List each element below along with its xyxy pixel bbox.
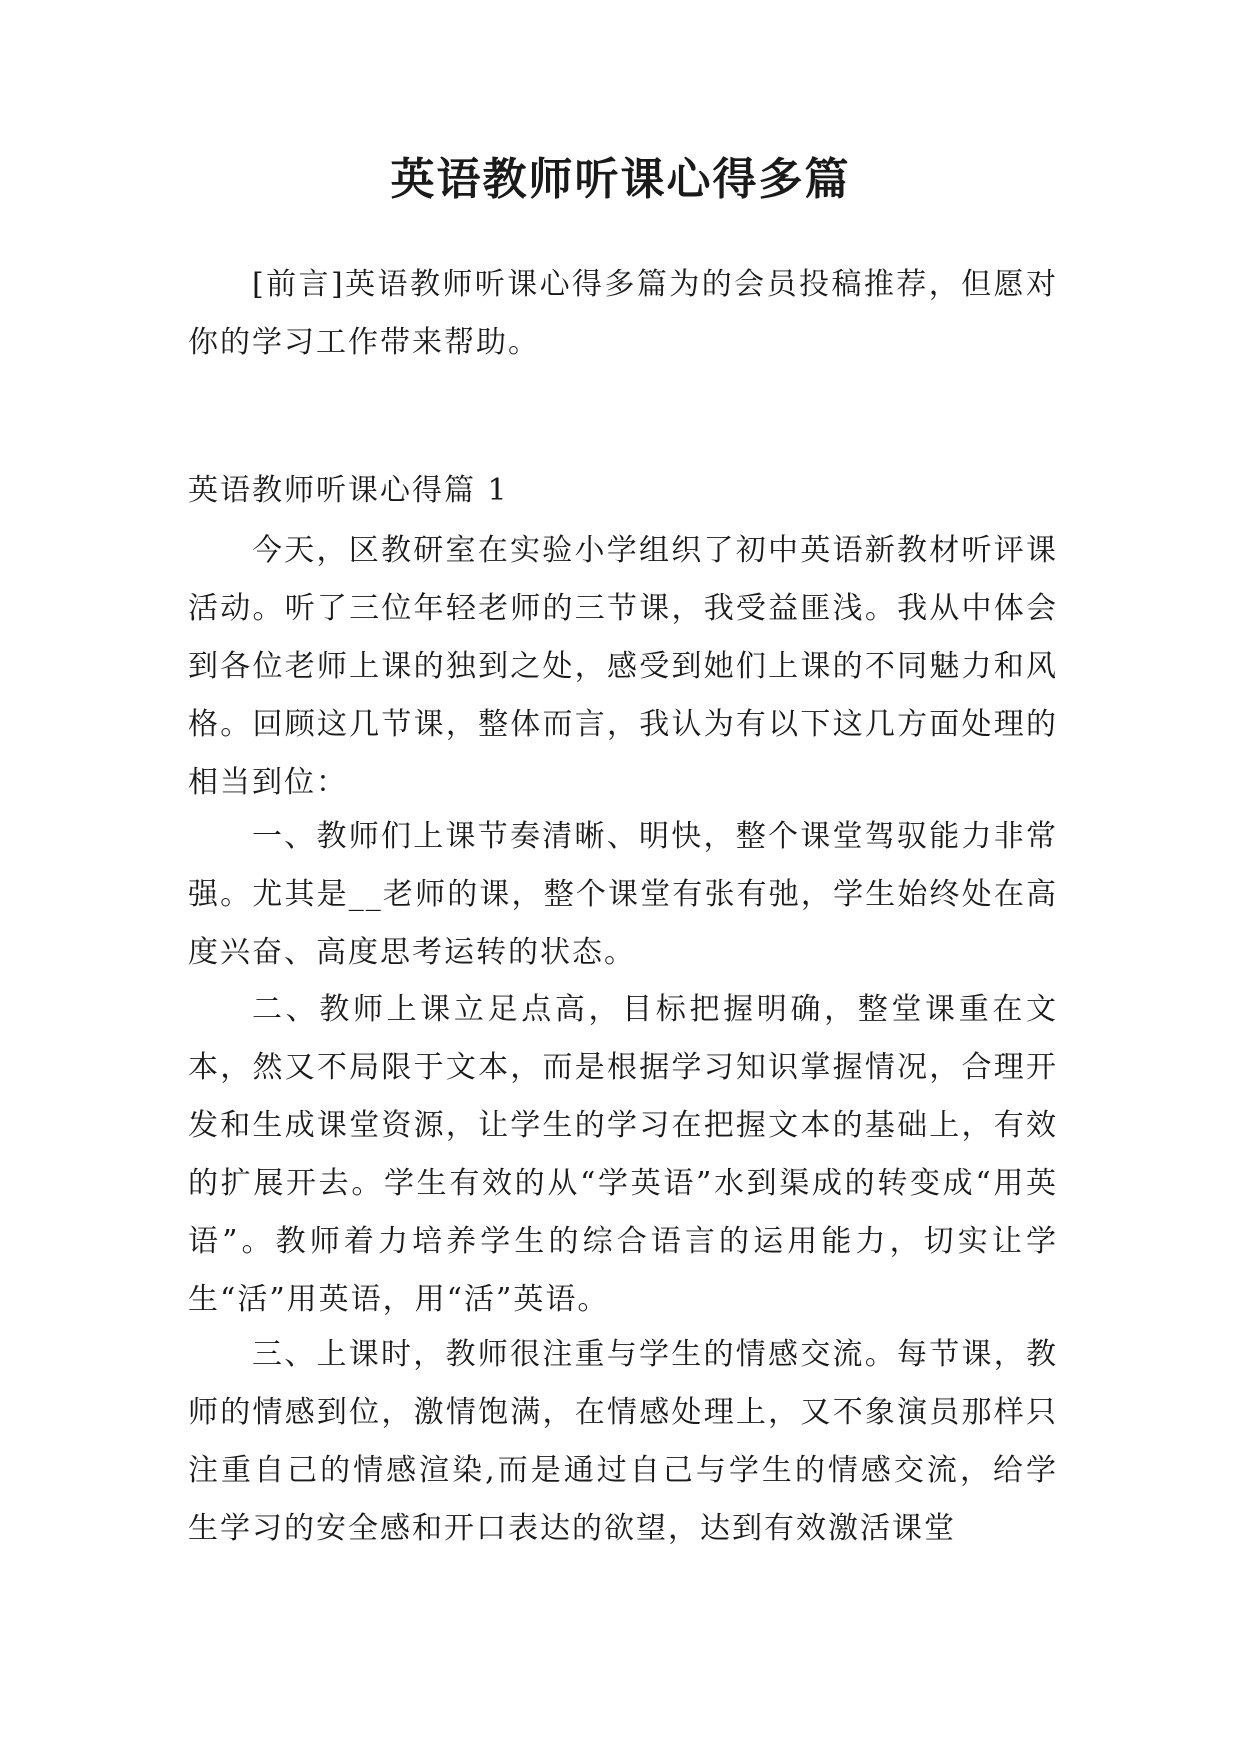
intro-paragraph: [前言]英语教师听课心得多篇为的会员投稿推荐，但愿对你的学习工作带来帮助。: [188, 267, 1058, 360]
body-paragraph: 今天，区教研室在实验小学组织了初中英语新教材听评课活动。听了三位年轻老师的三节课，我受益匪浅。我从中体会到各位老师上课的独到之处，感受到她们上课的不同魅力和风格。回顾这几节课，整体而言，我认为有以下这几方面处理的相当到位：: [188, 533, 1058, 800]
body-paragraph: 三、上课时，教师很注重与学生的情感交流。每节课，教师的情感到位，激情饱满，在情感处理上，又不象演员那样只注重自己的情感渲染,而是通过自己与学生的情感交流，给学生学习的安全感和开口表达的欲望，达到有效激活课堂: [188, 1337, 1058, 1546]
body-paragraph: 二、教师上课立足点高，目标把握明确，整堂课重在文本，然又不局限于文本，而是根据学习知识掌握情况，合理开发和生成课堂资源，让学生的学习在把握文本的基础上，有效的扩展开去。学生有效的从“学英语”水到渠成的转变成“用英语”。教师着力培养学生的综合语言的运用能力，切实让学生“活”用英语，用“活”英语。: [188, 992, 1058, 1317]
section-heading: 英语教师听课心得篇 1: [188, 473, 509, 508]
document-title: 英语教师听课心得多篇: [390, 154, 851, 205]
body-paragraph: 一、教师们上课节奏清晰、明快，整个课堂驾驭能力非常强。尤其是__老师的课，整个课堂有张有弛，学生始终处在高度兴奋、高度思考运转的状态。: [188, 819, 1058, 970]
